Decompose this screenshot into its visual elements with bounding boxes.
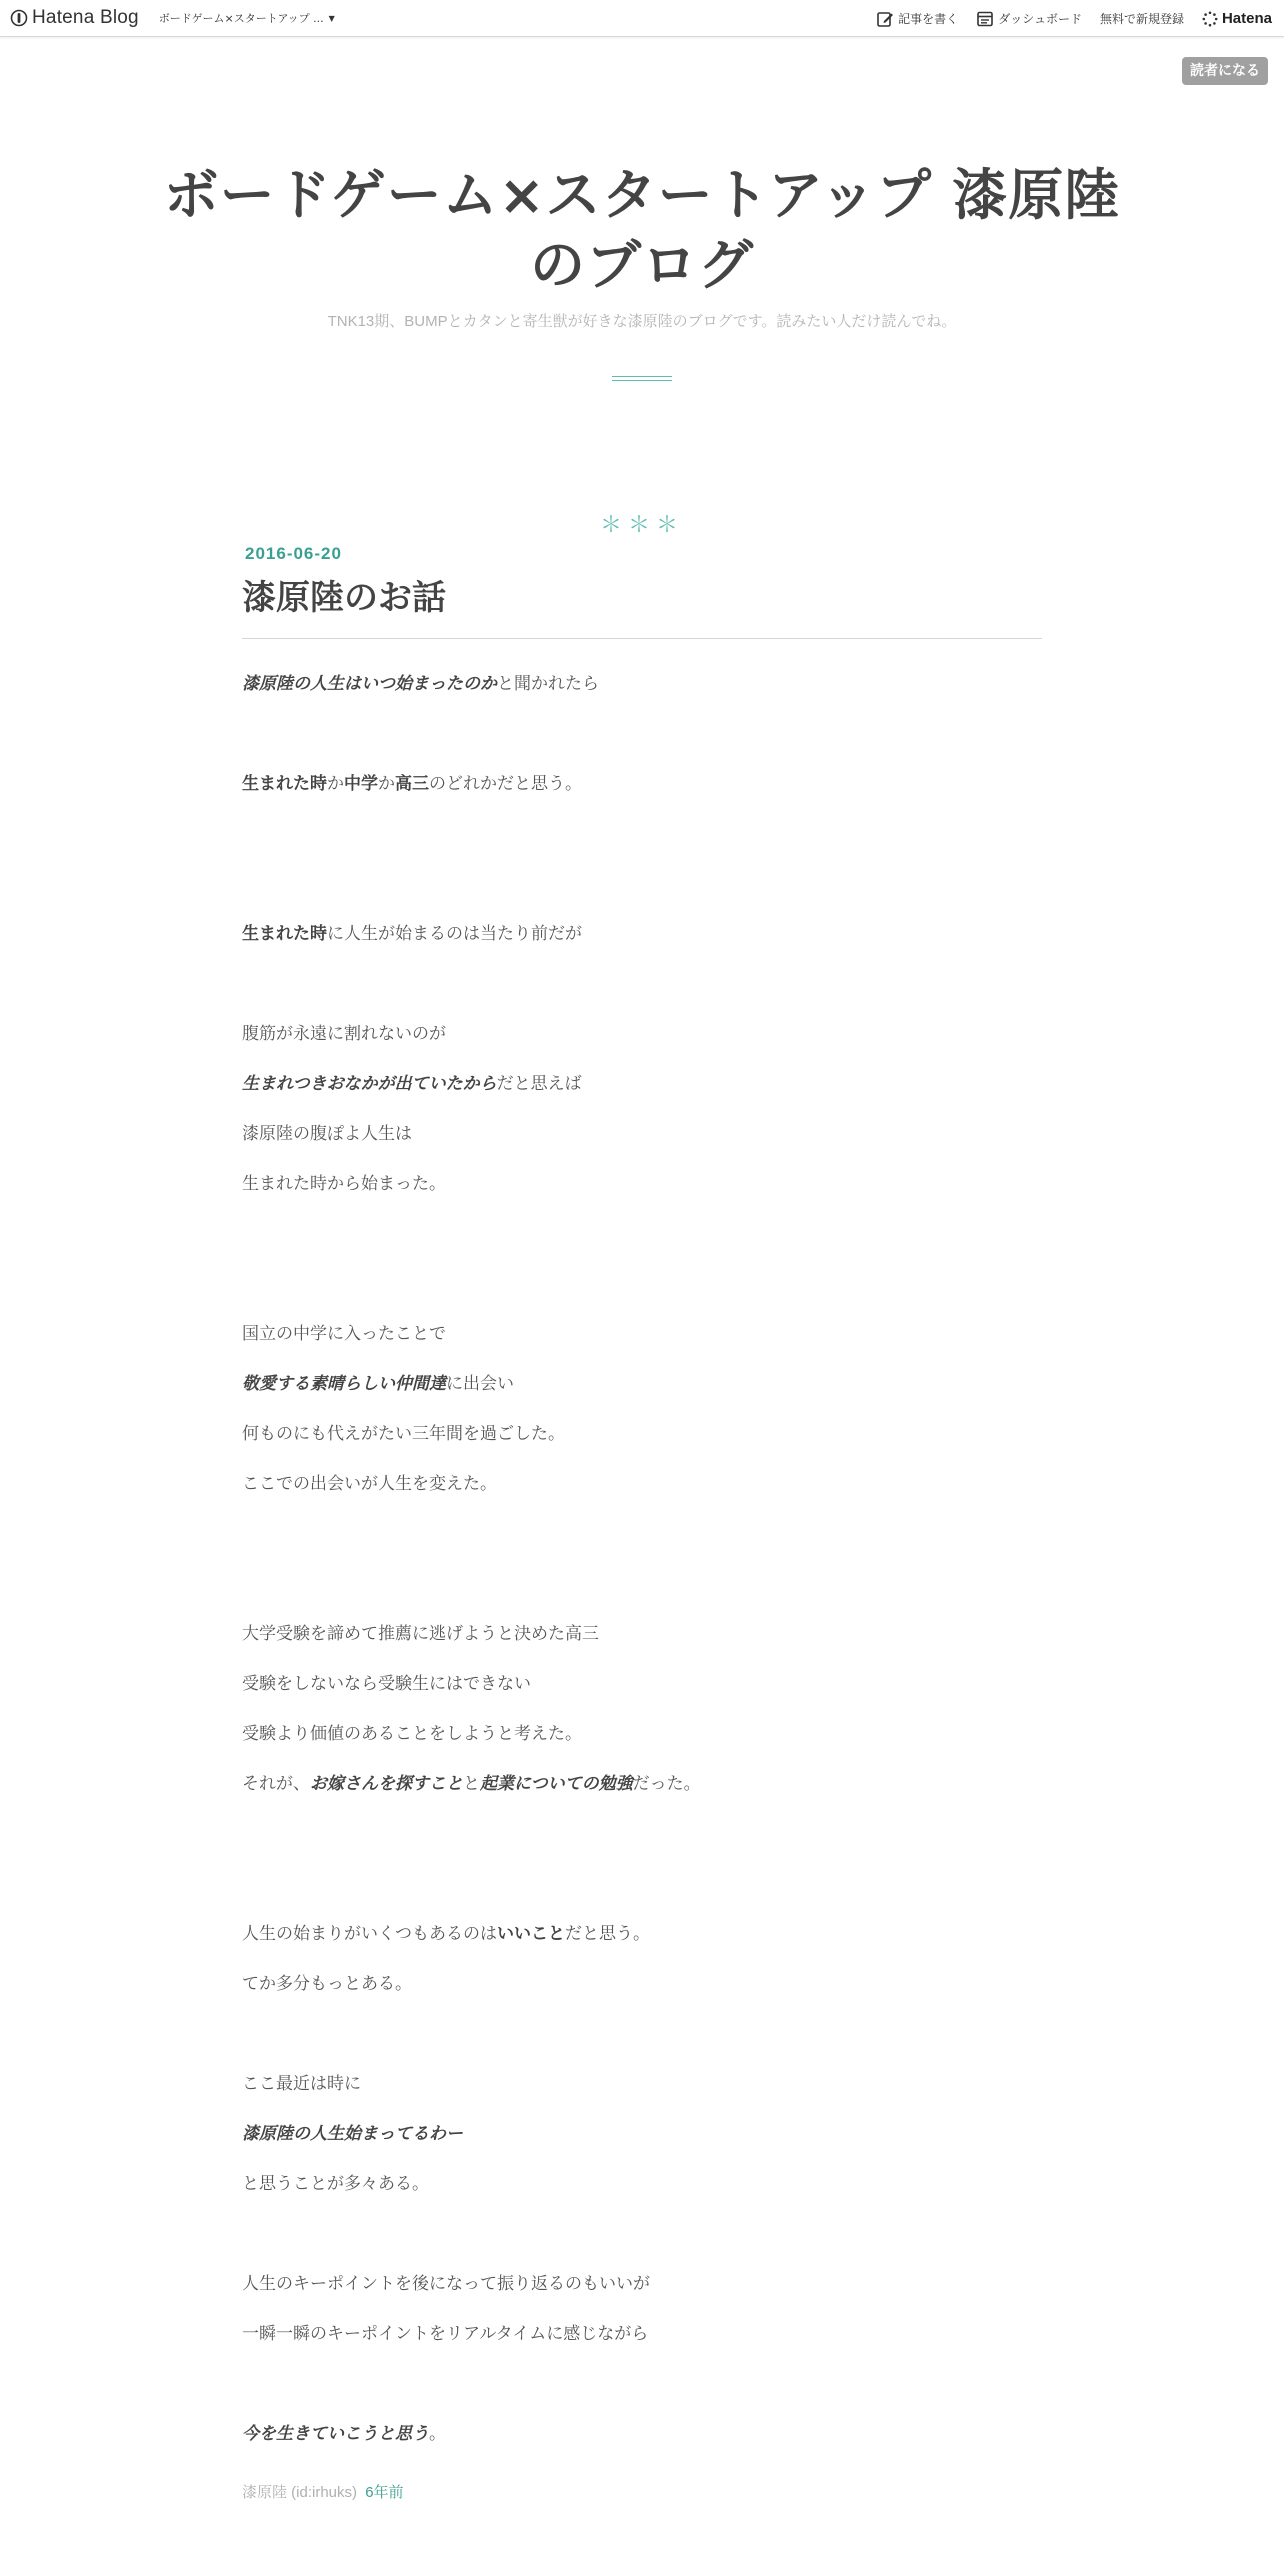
paragraph-line: 人生のキーポイントを後になって振り返るのもいいが (242, 2274, 650, 2294)
paragraph-line (242, 2119, 1042, 2169)
paragraph-line: 受験をしないなら受験生にはできない (242, 1674, 531, 1694)
dashboard-icon (976, 10, 994, 28)
blank-line (242, 819, 1042, 869)
write-article-label: 記事を書く (898, 12, 959, 26)
paragraph-line (242, 1919, 1042, 1969)
blank-line (242, 2369, 1042, 2419)
emphasis-text: 今を生きていこうと思う (242, 2424, 429, 2444)
emphasis-text: 起業についての勉強 (480, 1774, 633, 1794)
blog-title[interactable]: ボードゲーム×スタートアップ 漆原陸のブログ (163, 163, 1121, 297)
paragraph-line (242, 769, 1042, 819)
line-text: か (378, 774, 395, 794)
topbar-actions (858, 0, 1272, 37)
entry-title[interactable]: 漆原陸のお話 (242, 572, 1042, 639)
bold-text: 生まれた時 (242, 924, 327, 944)
paragraph-line: と思うことが多々ある。 (242, 2174, 429, 2194)
paragraph-line: てか多分もっとある。 (242, 1974, 412, 1994)
emphasis-text: 漆原陸の人生始まってるわー (242, 2124, 463, 2144)
hatena-global-header (0, 0, 1284, 37)
register-label: 無料で新規登録 (1099, 12, 1184, 26)
register-link[interactable] (1100, 10, 1184, 27)
bold-text: 高三 (395, 774, 429, 794)
line-text: それが、 (242, 1774, 310, 1794)
paragraph-line: 受験より価値のあることをしようと考えた。 (242, 1724, 582, 1744)
write-article-link[interactable] (876, 10, 958, 28)
author-link[interactable]: 漆原陸 (id:irhuks) (242, 2484, 358, 2501)
entry-content (242, 669, 1042, 2469)
paragraph-line: 生まれた時から始まった。 (242, 1174, 446, 1194)
paragraph-line: ここでの出会いが人生を変えた。 (242, 1474, 497, 1494)
paragraph-line (242, 669, 1042, 719)
emphasis-text: 敬愛する素晴らしい仲間達 (242, 1374, 446, 1394)
bold-text: 生まれた時 (242, 774, 327, 794)
paragraph-line: 一瞬一瞬のキーポイントをリアルタイムに感じながら (242, 2324, 649, 2344)
blank-line (242, 1869, 1042, 1919)
bold-text: 中学 (344, 774, 378, 794)
hatena-label: Hatena (1221, 10, 1272, 27)
entry-article (242, 540, 1042, 2502)
hatena-blog-logo-text: Hatena Blog (32, 7, 139, 28)
emphasis-text: 生まれつきおなかが出ていたから (242, 1074, 497, 1094)
entry-permalink-time[interactable]: 6年前 (365, 2484, 404, 2501)
hatena-blog-logo[interactable] (10, 0, 139, 37)
edit-icon (876, 10, 894, 28)
blank-line (242, 869, 1042, 919)
paragraph-line: 漆原陸の腹ぽよ人生は (242, 1124, 412, 1144)
header-divider (612, 376, 672, 381)
blank-line (242, 1219, 1042, 1269)
line-text: のどれかだと思う。 (429, 774, 582, 794)
blank-line (242, 1519, 1042, 1569)
line-text: と (463, 1774, 480, 1794)
blog-switcher-dropdown[interactable] (159, 10, 335, 26)
hatena-dots-icon (1202, 11, 1218, 27)
chevron-down-icon: ▼ (328, 13, 335, 23)
blank-line (242, 719, 1042, 769)
blank-line (242, 1569, 1042, 1619)
paragraph-line: 何ものにも代えがたい三年間を過ごした。 (242, 1424, 565, 1444)
paragraph-line (242, 1769, 1042, 1819)
dashboard-link[interactable] (976, 10, 1082, 28)
line-text: に人生が始まるのは当たり前だが (327, 924, 582, 944)
blank-line (242, 1819, 1042, 1869)
blank-line (242, 969, 1042, 1019)
paragraph-line (242, 1369, 1042, 1419)
emphasis-text: 漆原陸の人生はいつ始まったのか (242, 674, 497, 694)
line-text: か (327, 774, 344, 794)
line-text: に出会い (446, 1374, 514, 1394)
blog-description: TNK13期、BUMPとカタンと寄生獣が好きな漆原陸のブログです。読みたい人だけ読んでね。 (327, 313, 957, 330)
paragraph-line (242, 2419, 1042, 2469)
line-text: だった。 (632, 1774, 701, 1794)
emphasis-text: お嫁さんを探すこと (310, 1774, 463, 1794)
hatena-blog-logo-icon (10, 9, 28, 27)
bold-text: いいこと (497, 1924, 565, 1944)
line-text: だと思えば (496, 1074, 582, 1094)
blank-line (242, 1269, 1042, 1319)
line-text: 。 (429, 2424, 446, 2444)
paragraph-line: 国立の中学に入ったことで (242, 1324, 446, 1344)
paragraph-line: ここ最近は時に (242, 2074, 361, 2094)
dashboard-label: ダッシュボード (998, 12, 1082, 26)
blog-switcher-label: ボードゲーム×スタートアップ ... (158, 12, 324, 25)
paragraph-line: 大学受験を諦めて推薦に逃げようと決めた高三 (242, 1624, 599, 1644)
paragraph-line: 腹筋が永遠に割れないのが (242, 1024, 446, 1044)
entry-separator: ＊＊＊ (599, 513, 684, 538)
subscribe-button[interactable]: 読者になる (1182, 57, 1268, 85)
blank-line (242, 2019, 1042, 2069)
hatena-menu[interactable] (1202, 10, 1272, 27)
paragraph-line (242, 1069, 1042, 1119)
paragraph-line (242, 919, 1042, 969)
blog-header (0, 160, 1284, 331)
line-text: 人生の始まりがいくつもあるのは (242, 1924, 497, 1944)
entry-date[interactable]: 2016-06-20 (245, 544, 342, 563)
blank-line (242, 2219, 1042, 2269)
line-text: と聞かれたら (497, 674, 599, 694)
line-text: だと思う。 (565, 1924, 650, 1944)
entry-footer (242, 2481, 1042, 2502)
